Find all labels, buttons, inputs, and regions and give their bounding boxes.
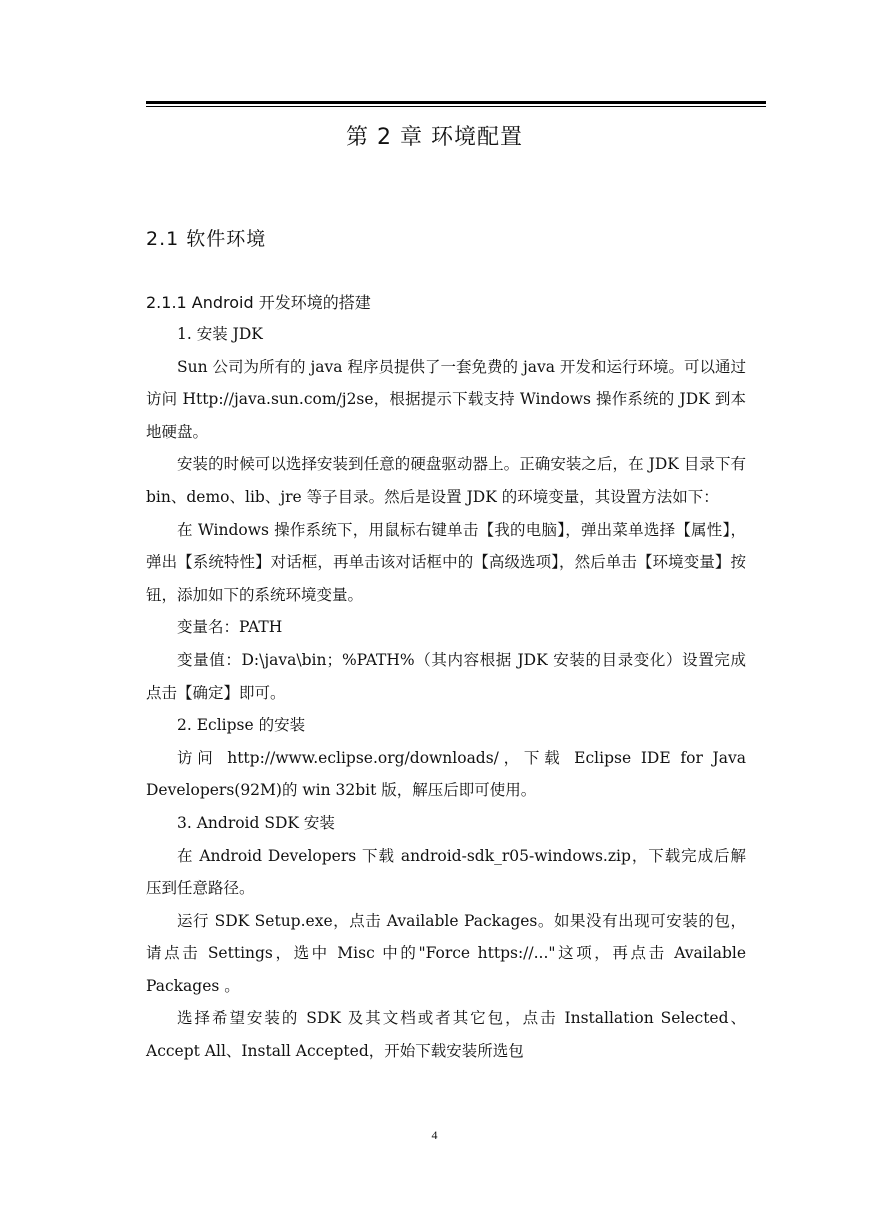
paragraph-sdk-install: 选择希望安装的 SDK 及其文档或者其它包，点击 Installation Selected、Accept All、Install Accepted，开始下载安装所选包 <box>146 1009 746 1061</box>
subsection-title: 2.1.1 Android 开发环境的搭建 <box>146 293 371 312</box>
paragraph-env-vars: 在 Windows 操作系统下，用鼠标右键单击【我的电脑】，弹出菜单选择【属性】，弹出【系统特性】对话框，再单击该对话框中的【高级选项】，然后单击【环境变量】按钮，添加如下的系统环境变量。 <box>146 520 746 604</box>
page-number: 4 <box>431 1128 438 1142</box>
step-heading-eclipse: 2. Eclipse 的安装 <box>177 716 306 735</box>
step-heading-install-jdk: 1. 安装 JDK <box>177 325 263 343</box>
step-heading-android-sdk: 3. Android SDK 安装 <box>177 813 335 832</box>
paragraph-jdk-install: 安装的时候可以选择安装到任意的硬盘驱动器上。正确安装之后，在 JDK 目录下有 bin、demo、lib、jre 等子目录。然后是设置 JDK 的环境变量，其设置方法如下： <box>146 455 746 506</box>
body-text <box>146 318 746 1068</box>
paragraph-sdk-setup: 运行 SDK Setup.exe，点击 Available Packages。如果没有出现可安装的包，请点击 Settings，选中 Misc 中的"Force https://..."这项，再点击 Available Packages 。 <box>146 911 746 995</box>
paragraph-sdk-download: 在 Android Developers 下载 android-sdk_r05-windows.zip，下载完成后解压到任意路径。 <box>146 846 746 898</box>
header-rule-thin <box>146 106 766 107</box>
paragraph-var-name: 变量名：PATH <box>177 618 283 637</box>
section-title: 2.1 软件环境 <box>146 228 267 250</box>
header-rule-thick <box>146 101 766 104</box>
paragraph-jdk-download: Sun 公司为所有的 java 程序员提供了一套免费的 java 开发和运行环境。可以通过访问 Http://java.sun.com/j2se，根据提示下载支持 Windows 操作系统的 JDK 到本地硬盘。 <box>146 357 746 441</box>
paragraph-eclipse-download: 访问 http://www.eclipse.org/downloads/，下载 Eclipse IDE for Java Developers(92M)的 win 32bit 版，解压后即可使用。 <box>146 748 746 800</box>
paragraph-var-value: 变量值：D:\java\bin；%PATH%（其内容根据 JDK 安装的目录变化）设置完成点击【确定】即可。 <box>146 650 746 702</box>
chapter-title: 第 2 章 环境配置 <box>346 125 523 150</box>
